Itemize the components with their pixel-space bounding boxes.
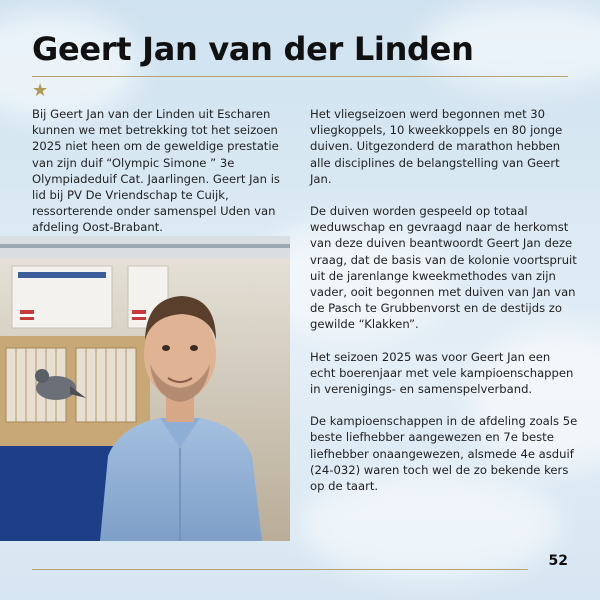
page-number: 52 (548, 553, 568, 569)
body-paragraph: De duiven worden gespeeld op totaal weduwschap en gevraagd naar de herkomst van deze duiven beantwoordt Geert Jan deze vraag, dat de basis van de kolonie voortspruit uit de jarenlange kweekmethodes van zijn vader, ooit begonnen met duiven van Jan van de Pasch te Grubbenvorst en de destijds zo gewilde “Klakken”. (310, 204, 577, 332)
star-icon: ★ (32, 80, 49, 101)
left-column (32, 106, 294, 252)
body-paragraph: Het seizoen 2025 was voor Geert Jan een echt boerenjaar met vele kampioenschappen in verenigings- en samenspelverband. (310, 349, 574, 397)
article-title: Geert Jan van der Linden (32, 30, 474, 68)
intro-paragraph: Bij Geert Jan van der Linden uit Escharen kunnen we met betrekking tot het seizoen 2025 niet heen om de geweldige prestatie van zijn duif “Olympic Simone ” 3e Olympiadeduif Cat. Jaarlingen. Geert Jan is lid bij PV De Vriendschap te Cuijk, ressorterende onder samenspel Uden van afdeling Oost-Brabant. (32, 107, 280, 235)
portrait-photo (0, 236, 290, 541)
right-column (310, 106, 578, 510)
footer-divider (32, 569, 528, 570)
portrait-illustration (0, 236, 290, 541)
title-divider (32, 76, 568, 77)
body-paragraph: Het vliegseizoen werd begonnen met 30 vliegkoppels, 10 kweekkoppels en 80 jonge duiven. Uitgezonderd de marathon hebben alle disciplines de belangstelling van Geert Jan. (310, 107, 563, 186)
body-paragraph: De kampioenschappen in de afdeling zoals 5e beste liefhebber aangewezen en 7e beste liefhebber onaangewezen, alsmede 4e asduif (24-032) waren toch wel de zo bekende kers op de taart. (310, 414, 578, 494)
